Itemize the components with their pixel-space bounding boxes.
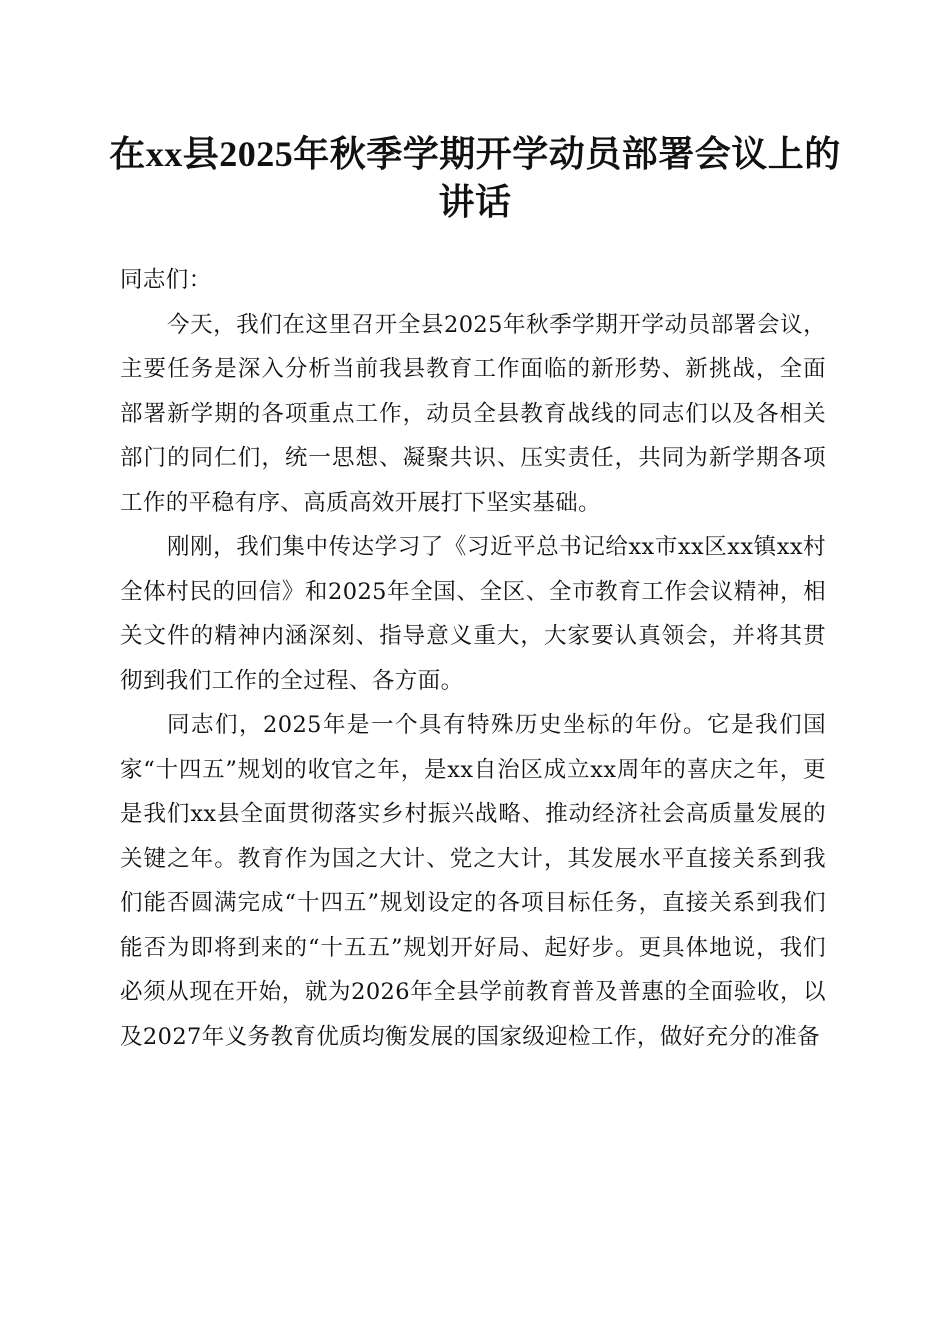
paragraph-3: 同志们，2025年是一个具有特殊历史坐标的年份。它是我们国家“十四五”规划的收官之年，是xx自治区成立xx周年的喜庆之年，更是我们xx县全面贯彻落实乡村振兴战略、推动经济社会高质量发展的关键之年。教育作为国之大计、党之大计，其发展水平直接关系到我们能否圆满完成“十四五”规划设定的各项目标任务，直接关系到我们能否为即将到来的“十五五”规划开好局、起好步。更具体地说，我们必须从现在开始，就为2026年全县学前教育普及普惠的全面验收，以及2027年义务教育优质均衡发展的国家级迎检工作，做好充分的准备 [120, 712, 826, 1050]
paragraph-2: 刚刚，我们集中传达学习了《习近平总书记给xx市xx区xx镇xx村全体村民的回信》和2025年全国、全区、全市教育工作会议精神，相关文件的精神内涵深刻、指导意义重大，大家要认真领会，并将其贯彻到我们工作的全过程、各方面。 [120, 534, 826, 694]
document-title: 在xx县2025年秋季学期开学动员部署会议上的讲话 [109, 134, 841, 222]
paragraph-1: 今天，我们在这里召开全县2025年秋季学期开学动员部署会议，主要任务是深入分析当前我县教育工作面临的新形势、新挑战，全面部署新学期的各项重点工作，动员全县教育战线的同志们以及各相关部门的同仁们，统一思想、凝聚共识、压实责任，共同为新学期各项工作的平稳有序、高质高效开展打下坚实基础。 [120, 311, 826, 516]
salutation: 同志们： [120, 267, 212, 293]
document-body [120, 258, 826, 1059]
